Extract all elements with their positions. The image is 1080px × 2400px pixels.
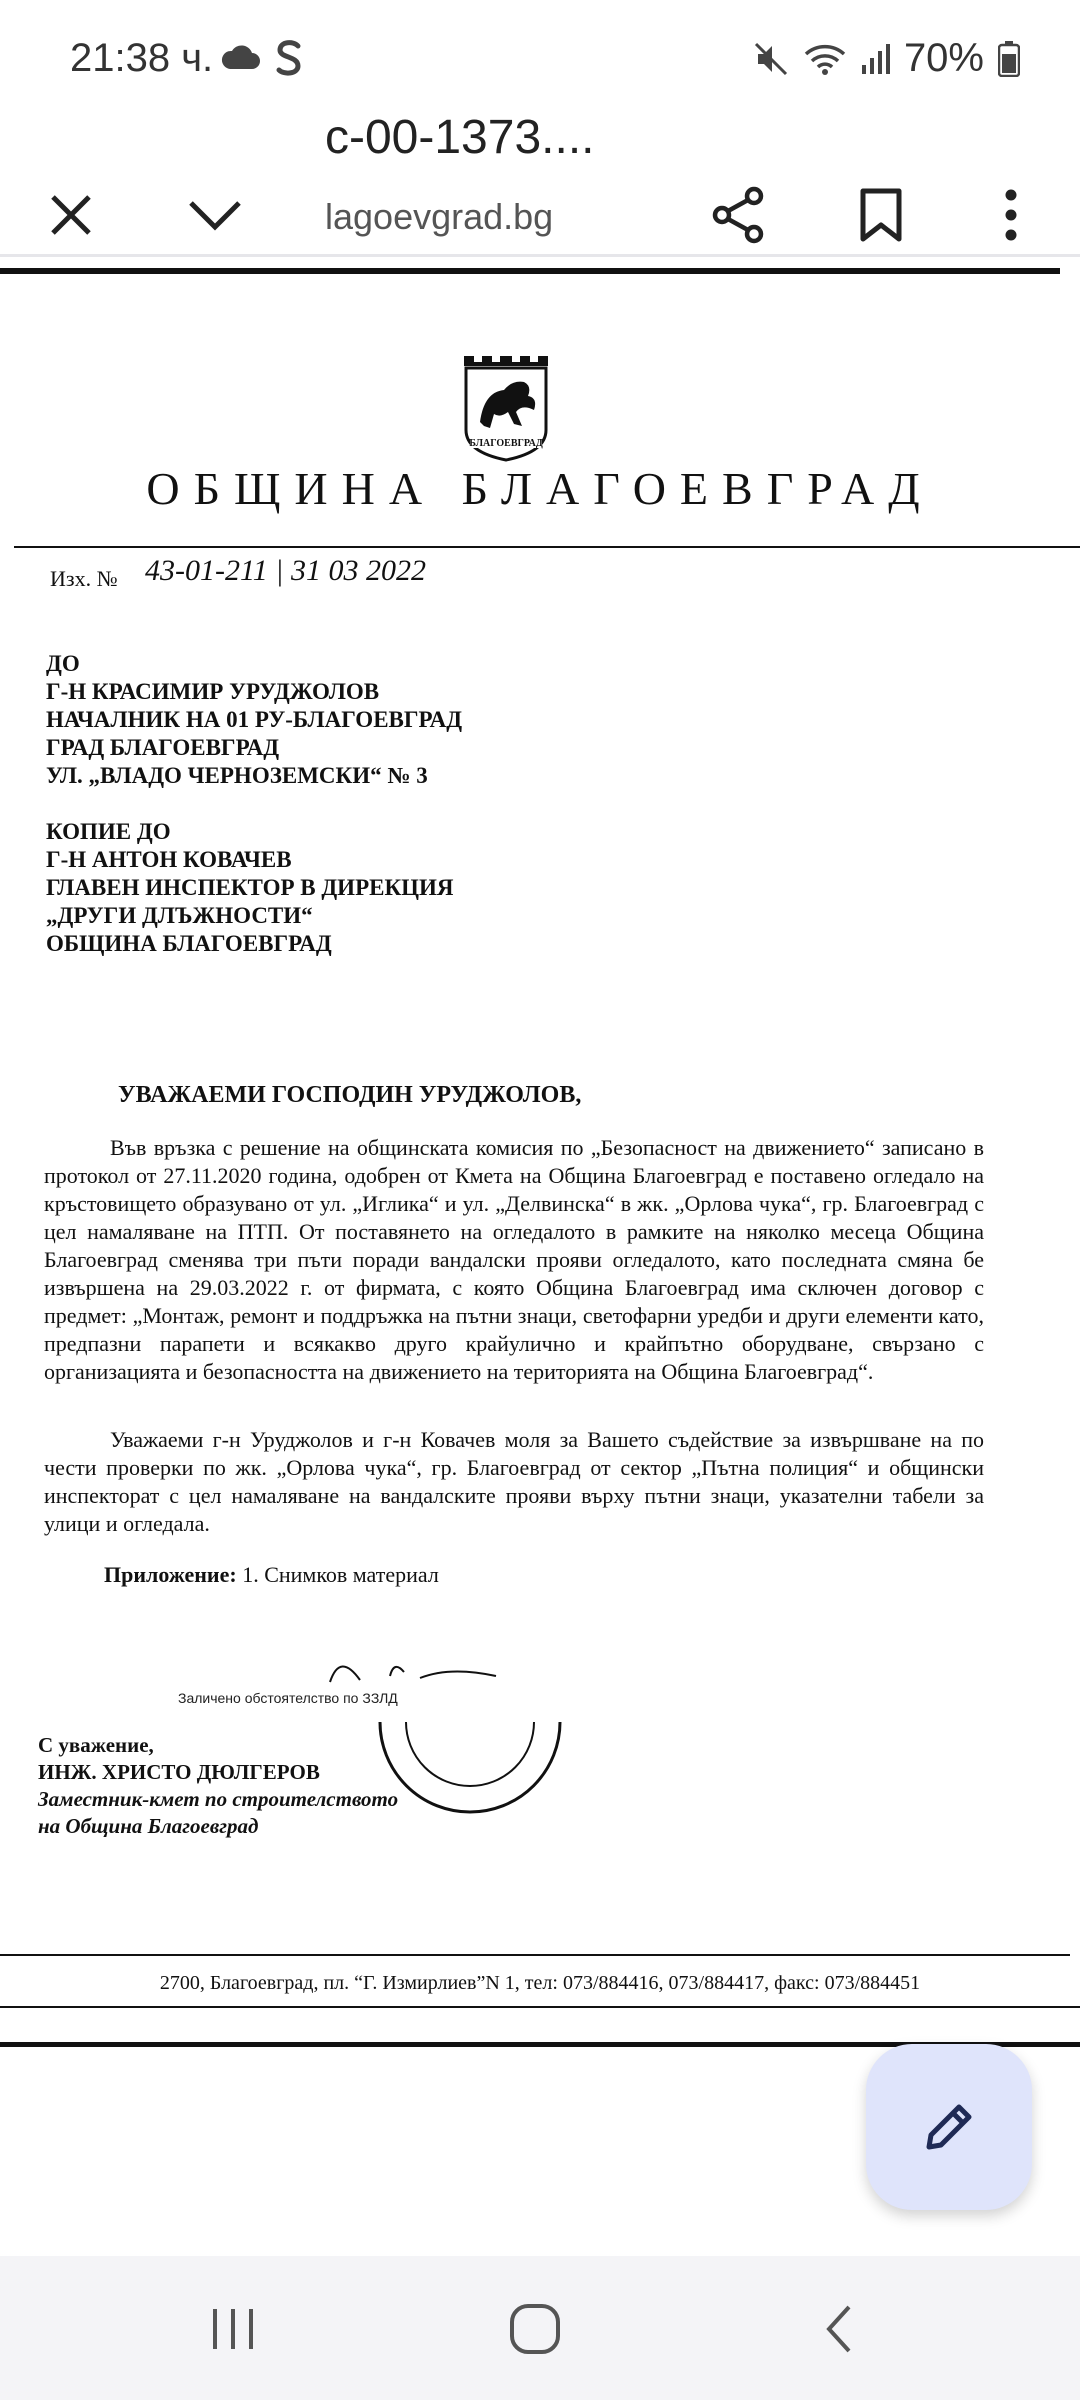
edit-button[interactable] (866, 2044, 1032, 2210)
chevron-down-icon (187, 197, 243, 233)
recipient-line: НАЧАЛНИК НА 01 РУ-БЛАГОЕВГРАД (46, 707, 463, 732)
attachment-label: Приложение: (104, 1562, 237, 1587)
signer-title: Заместник-кмет по строителството (38, 1787, 399, 1811)
body-paragraph-1 (44, 1134, 984, 1386)
status-notifications (220, 38, 304, 78)
body-paragraph-2 (44, 1426, 984, 1538)
redacted-note: Заличено обстоятелство по ЗЗЛД (178, 1690, 398, 1706)
copy-line: ОБЩИНА БЛАГОЕВГРАД (46, 931, 332, 956)
paragraph-2-text: Уважаеми г-н Уруджолов и г-н Ковачев моля за Вашето съдействие за извършване на по чести проверки по жк. „Орлова чука“, гр. Благоевград от сектор „Пътна полиция“ и общински инспекторат с цел намаляване на вандалските прояви върху пътни знаци, указателни табели за улици и огледала. (44, 1427, 984, 1536)
battery-icon (998, 41, 1020, 77)
svg-text:БЛАГОЕВГРАД: БЛАГОЕВГРАД (469, 438, 543, 449)
footer-rule-bottom (0, 2006, 1080, 2008)
document-url: lagoevgrad.bg (325, 196, 554, 237)
back-button[interactable] (794, 2284, 884, 2374)
share-button[interactable] (694, 170, 784, 260)
pencil-icon (919, 2097, 979, 2157)
document-title: с-00-1373.... (325, 111, 595, 164)
document-page (0, 262, 1080, 2052)
expand-button[interactable] (170, 170, 260, 260)
copy-line: Г-Н АНТОН КОВАЧЕВ (46, 847, 292, 872)
header-rule (14, 546, 1080, 548)
recipient-line: Г-Н КРАСИМИР УРУДЖОЛОВ (46, 679, 380, 704)
status-indicators (752, 36, 1020, 81)
closing: С уважение, (38, 1733, 154, 1757)
recipient-block (46, 650, 462, 790)
reference-number: 43-01-211 | 31 03 2022 (145, 554, 427, 587)
recent-apps-button[interactable] (188, 2284, 278, 2374)
copy-line: КОПИЕ ДО (46, 819, 171, 844)
status-time: 21:38 ч. (70, 36, 214, 80)
signature-block (38, 1732, 398, 1840)
app-s-icon (274, 38, 304, 78)
close-button[interactable] (26, 170, 116, 260)
footer-rule-top (0, 1954, 1070, 1956)
wifi-icon (804, 42, 846, 76)
more-vert-icon (1003, 187, 1019, 243)
paragraph-1-text: Във връзка с решение на общинската комисия по „Безопасност на движението“ записано в протокол от 27.11.2020 година, одобрен от Кмета на Община Благоевград е поставено огледало на кръстовището образувано от ул. „Иглика“ и ул. „Делвинска“ в жк. „Орлова чука“, гр. Благоевград с цел намаляване на ПТП. От поставянето на огледалото в рамките на няколко месеца Община Благоевград сменява три пъти поради вандалски прояви огледалото, като последната смяна бе извършена на 29.03.2022 г. от фирмата, с която Община Благоевград има сключен договор с предмет: „Монтаж, ремонт и поддръжка на пътни знаци, светофарни уредби и други елементи като, предпазни парапети и всякакво друго крайулично и крайпътно оборудване, свързано с организацията и безопасността на движението на територията на Община Благоевград“. (44, 1135, 984, 1384)
more-options-button[interactable] (966, 170, 1056, 260)
toolbar-divider (0, 254, 1080, 257)
signal-icon (860, 43, 890, 75)
coat-of-arms-logo (460, 352, 552, 464)
close-icon (47, 191, 95, 239)
home-button[interactable] (490, 2284, 580, 2374)
status-bar (0, 0, 1080, 120)
battery-percent: 70% (903, 36, 984, 80)
recipient-line: ГРАД БЛАГОЕВГРАД (46, 735, 280, 760)
bookmark-icon (859, 187, 903, 243)
signer-name: ИНЖ. ХРИСТО ДЮЛГЕРОВ (38, 1760, 320, 1784)
signature-scribble (320, 1652, 520, 1692)
mute-icon (752, 40, 790, 78)
recent-apps-icon (207, 2305, 259, 2353)
copy-block (46, 818, 454, 958)
back-icon (821, 2303, 857, 2355)
signer-organization: на Община Благоевград (38, 1814, 259, 1838)
copy-line: „ДРУГИ ДЛЪЖНОСТИ“ (46, 903, 313, 928)
recipient-line: ДО (46, 651, 80, 676)
top-rule (0, 268, 1060, 274)
home-icon (508, 2302, 562, 2356)
footer-address: 2700, Благоевград, пл. “Г. Измирлиев”N 1, тел: 073/884416, 073/884417, факс: 073/884451 (159, 1972, 921, 1994)
attachment-text: 1. Снимков материал (242, 1562, 439, 1587)
attachment-line (104, 1562, 439, 1588)
organization-name: ОБЩИНА БЛАГОЕВГРАД (146, 463, 934, 514)
reference-label: Изх. № (50, 566, 118, 591)
share-icon (710, 186, 768, 244)
copy-line: ГЛАВЕН ИНСПЕКТОР В ДИРЕКЦИЯ (46, 875, 454, 900)
system-nav-bar (0, 2256, 1080, 2400)
salutation: УВАЖАЕМИ ГОСПОДИН УРУДЖОЛОВ, (118, 1082, 582, 1108)
recipient-line: УЛ. „ВЛАДО ЧЕРНОЗЕМСКИ“ № 3 (46, 763, 428, 788)
bookmark-button[interactable] (836, 170, 926, 260)
cloud-icon (220, 45, 260, 71)
